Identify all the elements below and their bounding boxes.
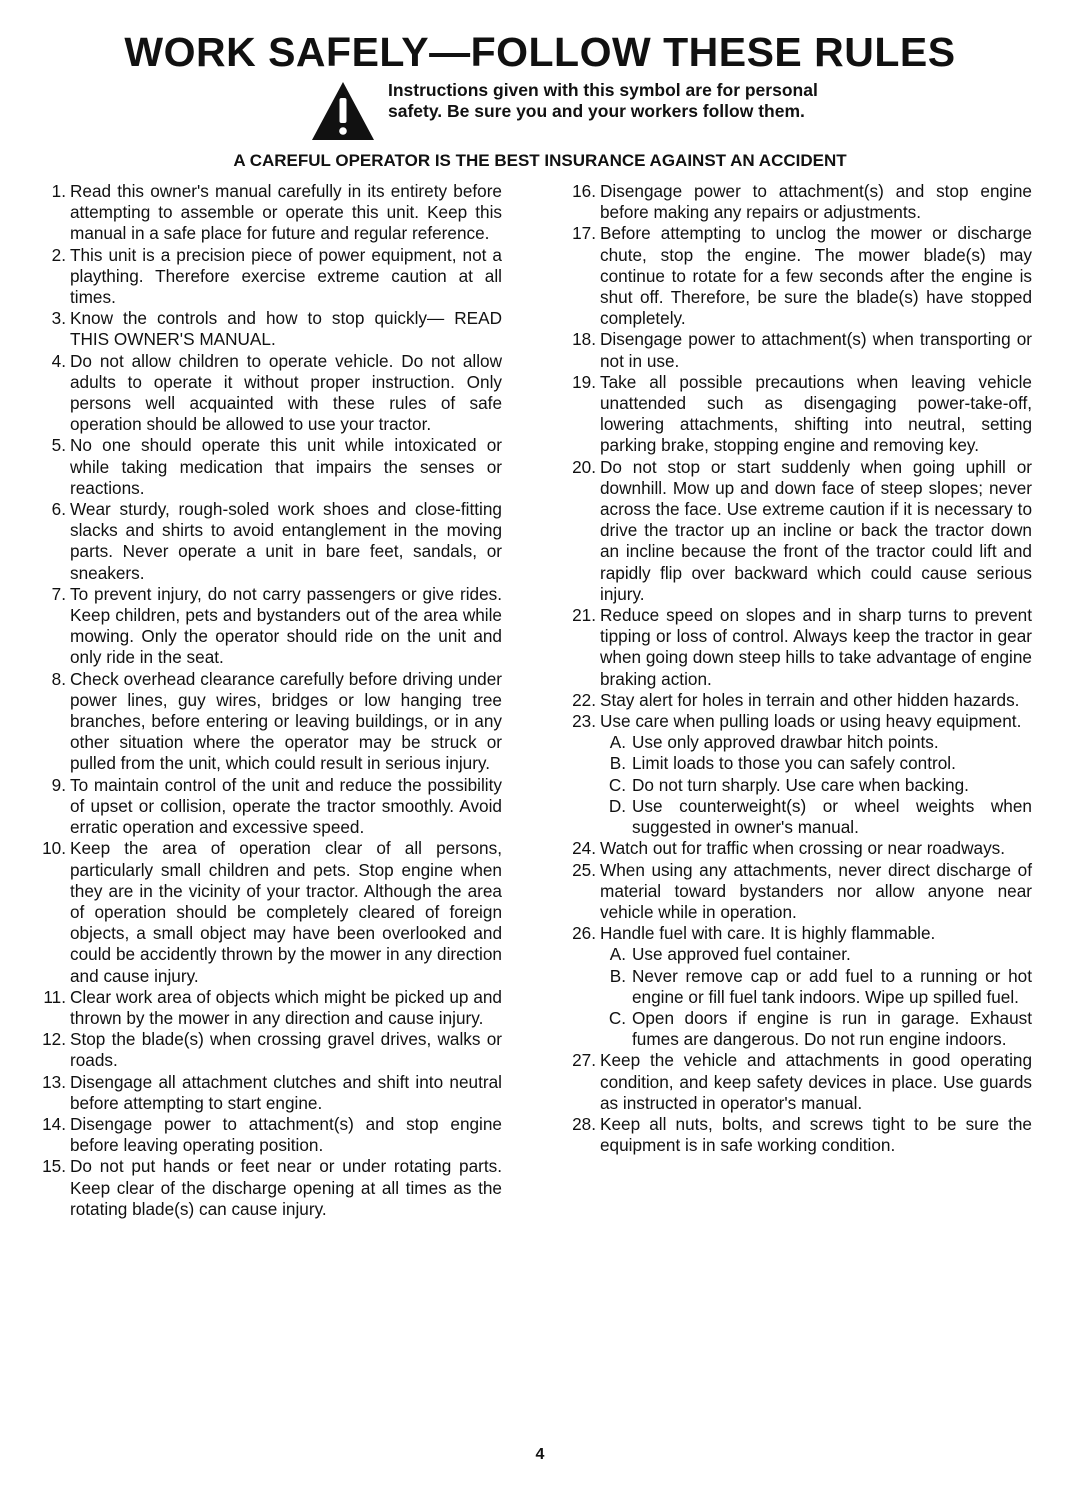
subitem-text: Limit loads to those you can safely control.	[632, 753, 956, 774]
rule-item	[562, 223, 1032, 329]
rule-number: 4.	[51, 350, 66, 371]
rule-item	[32, 775, 502, 839]
rule-item	[562, 838, 1032, 859]
rule-text: To maintain control of the unit and reduce the possibility of upset or collision, operate the tractor smoothly. Avoid erratic operation and excessive speed.	[70, 774, 502, 838]
warning-triangle-icon	[310, 80, 376, 142]
rule-text: Stop the blade(s) when crossing gravel drives, walks or roads.	[70, 1029, 502, 1071]
subitem-text: Use counterweight(s) or wheel weights when suggested in owner's manual.	[632, 795, 1032, 838]
rule-item	[562, 711, 1032, 838]
rule-number: 12.	[42, 1029, 66, 1050]
subitem-letter: B.	[609, 965, 626, 986]
rule-text: Stay alert for holes in terrain and other hidden hazards.	[600, 689, 1020, 710]
rule-text: Do not stop or start suddenly when going uphill or downhill. Mow up and down face of steep slopes; never across the face. Use extreme caution if it is necessary to drive the tractor up an incline or back the tractor down an incline because the front of the tractor could lift and rapidly flip over backward which could cause serious injury.	[600, 456, 1032, 604]
rule-item	[562, 1114, 1032, 1156]
rule-item	[32, 245, 502, 309]
rule-item	[32, 351, 502, 436]
rule-item	[32, 1029, 502, 1071]
rule-number: 27.	[572, 1050, 596, 1071]
rule-item	[562, 860, 1032, 924]
rule-number: 3.	[51, 308, 66, 329]
subitem-text: Do not turn sharply. Use care when backing.	[632, 774, 969, 795]
rules-column-left	[32, 181, 502, 1220]
subitem-letter: A.	[609, 732, 626, 753]
rule-subitem	[600, 732, 1032, 753]
subitem-letter: C.	[608, 1007, 626, 1028]
rule-item	[562, 329, 1032, 371]
rule-number: 14.	[42, 1113, 66, 1134]
rule-number: 18.	[572, 329, 596, 350]
rule-item	[32, 1156, 502, 1220]
rule-text: Do not put hands or feet near or under rotating parts. Keep clear of the discharge opening at all times as the rotating blade(s) can cause injury.	[70, 1156, 502, 1219]
rules-column-right	[562, 181, 1032, 1156]
rule-text: Do not allow children to operate vehicle. Do not allow adults to operate it without proper instruction. Only persons well acquainted with these rules of safe operation should be allowed to use your tractor.	[70, 350, 502, 435]
rule-number: 1.	[51, 181, 66, 201]
rule-text: Disengage power to attachment(s) and stop engine before making any repairs or adjustments.	[600, 181, 1032, 223]
rule-number: 6.	[51, 499, 66, 520]
rule-number: 10.	[42, 838, 66, 859]
rule-item	[32, 838, 502, 986]
rule-item	[32, 308, 502, 350]
rule-subitem	[600, 966, 1032, 1008]
rule-number: 16.	[572, 181, 596, 201]
rule-number: 20.	[572, 456, 596, 477]
rule-number: 21.	[572, 605, 596, 626]
rule-number: 28.	[572, 1113, 596, 1134]
rule-number: 19.	[572, 371, 596, 392]
rule-item	[562, 690, 1032, 711]
rule-subitem	[600, 753, 1032, 774]
rule-subitem	[600, 796, 1032, 838]
rule-item	[32, 584, 502, 669]
rule-number: 8.	[51, 668, 66, 689]
rule-number: 13.	[42, 1071, 66, 1092]
rule-number: 23.	[572, 711, 596, 732]
rule-text: Take all possible precautions when leaving vehicle unattended such as disengaging power-take-off, lowering attachments, shifting into neutral, setting parking brake, stopping engine and removing key.	[600, 371, 1032, 456]
rule-text: Keep all nuts, bolts, and screws tight to be sure the equipment is in safe working condition.	[600, 1113, 1032, 1156]
subitem-text: Use approved fuel container.	[632, 944, 851, 965]
subitem-text: Never remove cap or add fuel to a running or hot engine or fill fuel tank indoors. Wipe up spilled fuel.	[632, 965, 1032, 1007]
page-number: 4	[535, 1446, 545, 1463]
subitem-letter: A.	[609, 944, 626, 965]
rule-subitem	[600, 944, 1032, 965]
rule-number: 17.	[572, 223, 596, 244]
rule-number: 7.	[51, 583, 66, 604]
rule-text: Disengage power to attachment(s) when transporting or not in use.	[600, 329, 1032, 371]
rule-text: Read this owner's manual carefully in its entirety before attempting to assemble or operate this unit. Keep this manual in a safe place for future and regular reference.	[70, 181, 502, 244]
subitem-text: Use only approved drawbar hitch points.	[632, 732, 939, 753]
safety-notice	[310, 80, 830, 142]
rule-number: 24.	[572, 838, 596, 859]
rule-item	[32, 669, 502, 775]
page-title: WORK SAFELY—FOLLOW THESE RULES	[124, 29, 956, 75]
rule-item	[32, 1114, 502, 1156]
subitem-letter: D.	[608, 795, 626, 816]
rule-text: Reduce speed on slopes and in sharp turns to prevent tipping or loss of control. Always keep the tractor in gear when going down steep hills to take advantage of engine braking action.	[600, 605, 1032, 689]
rule-item	[562, 605, 1032, 690]
rule-item	[562, 457, 1032, 605]
rule-number: 2.	[51, 244, 66, 265]
rule-text: Use care when pulling loads or using heavy equipment.	[600, 711, 1022, 732]
rule-text: Keep the area of operation clear of all persons, particularly small children and pets. Stop engine when they are in the vicinity of your tractor. Although the area of operation should be completely cleared of foreign objects, a small object may have been overlooked and could be accidently thrown by the mower in any direction and cause injury.	[70, 838, 502, 986]
rule-text: Handle fuel with care. It is highly flammable.	[600, 923, 936, 944]
rule-text: To prevent injury, do not carry passengers or give rides. Keep children, pets and bystanders out of the area while mowing. Only the operator should ride on the unit and only ride in the seat.	[70, 583, 502, 668]
rule-item	[32, 435, 502, 499]
rule-number: 22.	[572, 689, 596, 710]
rule-text: Know the controls and how to stop quickly— READ THIS OWNER'S MANUAL.	[70, 308, 502, 350]
rule-number: 9.	[51, 774, 66, 795]
rule-text: Watch out for traffic when crossing or near roadways.	[600, 838, 1006, 859]
rule-text: This unit is a precision piece of power equipment, not a plaything. Therefore exercise extreme caution at all times.	[70, 244, 502, 308]
subitem-letter: B.	[609, 753, 626, 774]
rule-number: 15.	[42, 1156, 66, 1177]
rule-item	[32, 1072, 502, 1114]
safety-note-text: Instructions given with this symbol are for personal safety. Be sure you and your workers follow them.	[388, 80, 818, 121]
rule-item	[562, 372, 1032, 457]
rule-item	[32, 181, 502, 245]
rule-number: 11.	[43, 986, 66, 1007]
rule-item	[562, 1050, 1032, 1114]
rule-item	[32, 987, 502, 1029]
subitem-letter: C.	[608, 774, 626, 795]
rule-text: No one should operate this unit while intoxicated or while taking medication that impairs the senses or reactions.	[70, 435, 502, 498]
rule-text: When using any attachments, never direct discharge of material toward bystanders nor allow anyone near vehicle while in operation.	[600, 859, 1032, 922]
rule-text: Disengage power to attachment(s) and stop engine before leaving operating position.	[70, 1113, 502, 1156]
rule-text: Clear work area of objects which might be picked up and thrown by the mower in any direction and cause injury.	[70, 986, 502, 1028]
rule-subitem	[600, 775, 1032, 796]
rule-text: Before attempting to unclog the mower or discharge chute, stop the engine. The mower blade(s) may continue to rotate for a few seconds after the engine is shut off. Therefore, be sure the blade(s) have stopped completely.	[600, 223, 1032, 329]
rule-item	[32, 499, 502, 584]
rule-text: Keep the vehicle and attachments in good operating condition, and keep safety devices in place. Use guards as instructed in operator's manual.	[600, 1050, 1032, 1113]
rule-number: 26.	[572, 923, 596, 944]
rule-item	[562, 923, 1032, 1050]
rule-text: Wear sturdy, rough-soled work shoes and close-fitting slacks and shirts to avoid entanglement in the moving parts. Never operate a unit in bare feet, sandals, or sneakers.	[70, 499, 502, 583]
subitem-text: Open doors if engine is run in garage. Exhaust fumes are dangerous. Do not run engine indoors.	[632, 1007, 1032, 1050]
rule-number: 5.	[51, 435, 66, 456]
rule-text: Disengage all attachment clutches and shift into neutral before attempting to start engine.	[70, 1071, 502, 1113]
section-subheading: A CAREFUL OPERATOR IS THE BEST INSURANCE AGAINST AN ACCIDENT	[233, 151, 847, 170]
rule-subitem	[600, 1008, 1032, 1050]
rule-item	[562, 181, 1032, 223]
rule-number: 25.	[572, 859, 596, 880]
rule-text: Check overhead clearance carefully before driving under power lines, guy wires, bridges or low hanging tree branches, before entering or leaving buildings, or in any other situation where the operator may be struck or pulled from the unit, which could result in serious injury.	[70, 668, 502, 774]
